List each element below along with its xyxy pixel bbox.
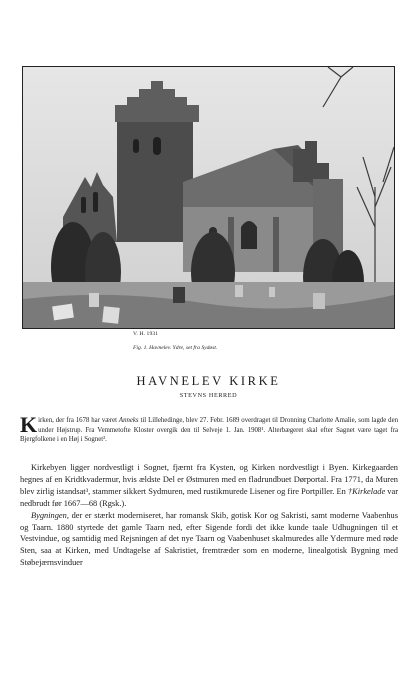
intro-text-a: irken, der fra 1678 har været	[38, 417, 119, 424]
page-subtitle: STEVNS HERRED	[179, 392, 238, 399]
intro-anneks: Anneks	[118, 417, 139, 424]
church-photograph	[22, 66, 395, 329]
figure-caption: Fig. 1. Havnelev. Ydre, set fra Sydøst.	[133, 345, 218, 351]
page-title: HAVNELEV KIRKE	[136, 374, 281, 388]
body-p2-text: der er stærkt moderniseret, har romansk Skib, gotisk Kor og Sakristi, samt moderne Vaabenhus og Taarn. 1880 styrtede det gamle Taarn ned, efter Sigende fordi det ikke kunde taale Udhugningen til et Vestvindue, og samtidig med Rejsningen af det nye Taarn og Vaabenhuset skalmuredes alle Ydermure med røde Sten, saa at Kirken, med Undtagelse af Sakristiet, fremtræder som en moderne, linealgotisk Bygning med Støbejærnsvinduer	[20, 510, 398, 568]
body-paragraph-2	[20, 510, 398, 570]
drop-cap: K	[20, 412, 38, 437]
church-illustration	[23, 67, 394, 328]
body-p1-kirkelade: †Kirkelade	[347, 486, 386, 496]
body-p1-text-a: Kirkebyen ligger nordvestligt i Sognet, fjærnt fra Kysten, og Kirken nordvestligt i Byen. Kirkegaarden hegnes af en Kridtkvadermur, hvis ældste Del er Østmuren med en fladrundbuet Dørportal. Fra 1771, da Muren blev zirlig istandsat³, stammer sikkert Sydmuren, med rustikmurede Lisener og fire Portpiller. En	[20, 463, 398, 496]
body-paragraph-1	[20, 462, 398, 510]
body-p2-bygningen: Bygningen,	[31, 510, 69, 520]
photo-credit: V. H. 1931	[133, 331, 159, 337]
body-p1-text-b: var nedbrudt før 1667—68 (Rgsk.).	[20, 486, 398, 508]
body-text	[20, 462, 398, 569]
intro-paragraph	[20, 412, 398, 445]
intro-text-b: til Lillehedinge, blev 27. Febr. 1689 overdraget til Dronning Charlotte Amalie, som lagde den under Højstrup. Fra Vemmetofte Kloster overgik den til Selveje 1. Jan. 1908¹. Alterbægeret skal efter Sagnet være taget fra Bjergfolkene i en Høj i Sognet².	[20, 417, 398, 444]
